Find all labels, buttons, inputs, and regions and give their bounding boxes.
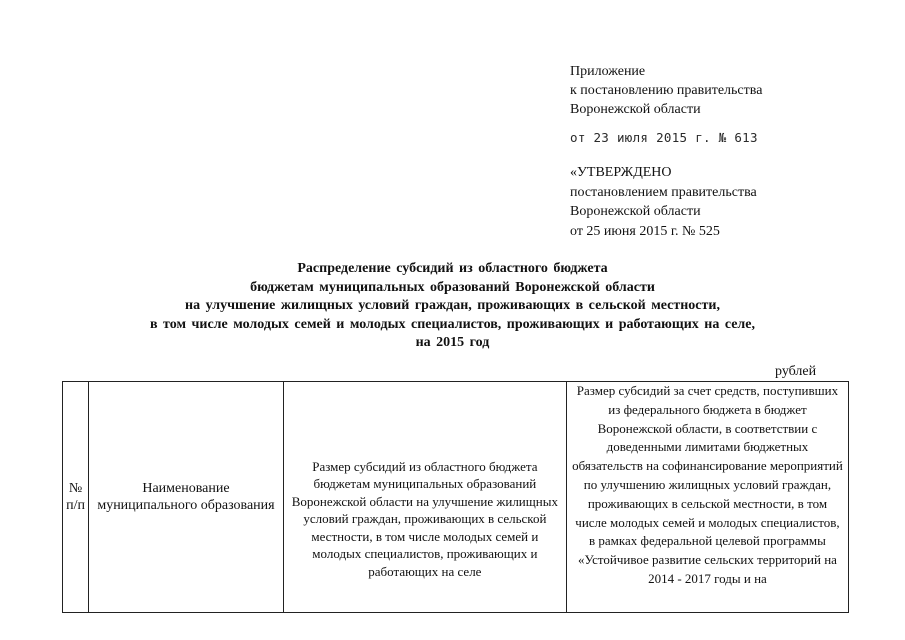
order-number-stamp: от 23 июля 2015 г. № 613	[570, 130, 758, 145]
header-federal-subsidy-text: Размер субсидий за счет средств, поступивших из федерального бюджета в бюджет Воронежской области, в соответствии с доведенными лимитами бюджетных обязательств на софинансирование мероприятий по улучшению жилищных условий граждан, проживающих в сельской местности, в том числе молодых семей и молодых специалистов, в рамках федеральной целевой программы «Устойчивое развитие сельских территорий на 2014 - 2017 годы и на	[572, 383, 843, 586]
header-municipality-text: Наименование муниципального образования	[97, 480, 275, 513]
document-title	[120, 260, 785, 353]
title-line-1: Распределение субсидий из областного бюджета	[297, 261, 608, 276]
title-line-4: в том числе молодых семей и молодых специалистов, проживающих и работающих на селе,	[149, 316, 755, 332]
attachment-line-3: Воронежской области	[570, 102, 701, 117]
header-number-text: № п/п	[66, 480, 85, 513]
title-line-3: на улучшение жилищных условий граждан, проживающих в сельской местности,	[185, 298, 720, 313]
title-line-5: на 2015 год	[415, 335, 490, 350]
header-municipality	[89, 382, 284, 613]
approved-line-2: постановлением правительства	[570, 184, 757, 200]
approved-line-1: «УТВЕРЖДЕНО	[570, 165, 672, 180]
header-number	[63, 382, 89, 613]
header-regional-subsidy	[283, 382, 566, 613]
approved-header	[570, 163, 870, 241]
units-label: рублей	[775, 364, 817, 379]
approved-line-4: от 25 июня 2015 г. № 525	[570, 223, 720, 239]
header-regional-subsidy-text: Размер субсидий из областного бюджета бюджетам муниципальных образований Воронежской области на улучшение жилищных условий граждан, проживающих в сельской местности, в том числе молодых семей и молодых специалистов, проживающих и работающих на селе	[291, 458, 558, 579]
table-header-row	[63, 382, 849, 613]
header-federal-subsidy	[566, 382, 848, 613]
subsidy-table	[62, 381, 849, 613]
title-line-2: бюджетам муниципальных образований Воронежской области	[250, 279, 655, 295]
approved-line-3: Воронежской области	[570, 204, 701, 219]
attachment-header	[570, 62, 870, 147]
attachment-line-2: к постановлению правительства	[570, 83, 763, 98]
attachment-line-1: Приложение	[570, 64, 646, 79]
